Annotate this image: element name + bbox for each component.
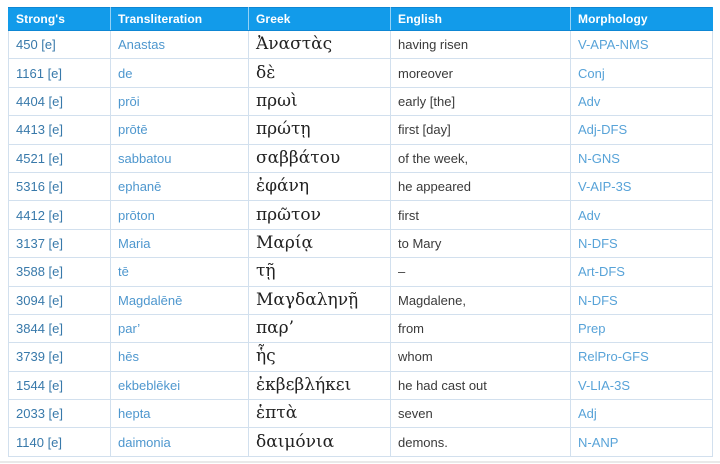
greek-cell [249, 116, 391, 144]
bottom-divider [0, 461, 720, 463]
translit-link[interactable]: tē [118, 264, 129, 280]
english-text: to Mary [398, 235, 442, 251]
translit-link[interactable]: Magdalēnē [118, 292, 183, 308]
morph-cell [571, 400, 713, 428]
translit-cell [111, 258, 249, 286]
strongs-link[interactable]: 4404 [e] [16, 93, 63, 109]
morph-link[interactable]: V-APA-NMS [578, 37, 649, 53]
morph-link[interactable]: N-ANP [578, 434, 619, 450]
translit-cell [111, 172, 249, 200]
morph-link[interactable]: N-DFS [578, 235, 618, 251]
interlinear-table [8, 7, 713, 457]
english-text: seven [398, 406, 433, 422]
morph-cell [571, 258, 713, 286]
morph-cell [571, 59, 713, 87]
strongs-link[interactable]: 4412 [e] [16, 207, 63, 223]
english-text: first [398, 207, 419, 223]
strongs-cell [9, 314, 111, 342]
strongs-link[interactable]: 3844 [e] [16, 321, 63, 337]
morph-link[interactable]: N-GNS [578, 150, 620, 166]
table-row [9, 286, 713, 314]
strongs-cell [9, 428, 111, 456]
morph-cell [571, 116, 713, 144]
greek-text: Μαρίᾳ [256, 232, 314, 253]
table-row [9, 172, 713, 200]
strongs-link[interactable]: 3588 [e] [16, 264, 63, 280]
strongs-link[interactable]: 1544 [e] [16, 377, 63, 393]
table-row [9, 343, 713, 371]
greek-text: ἧς [256, 346, 276, 367]
english-text: of the week, [398, 150, 469, 166]
english-cell [391, 229, 571, 257]
header-row [9, 8, 713, 31]
translit-link[interactable]: prōton [118, 207, 155, 223]
translit-link[interactable]: prōtē [118, 122, 148, 138]
translit-link[interactable]: sabbatou [118, 150, 172, 166]
greek-cell [249, 343, 391, 371]
english-cell [391, 371, 571, 399]
greek-text: παρ’ [256, 318, 295, 339]
english-text: moreover [398, 65, 453, 81]
english-text: demons. [398, 434, 448, 450]
english-text: having risen [398, 37, 469, 53]
strongs-link[interactable]: 3094 [e] [16, 292, 63, 308]
table-row [9, 229, 713, 257]
translit-cell [111, 116, 249, 144]
col-header-strongs: Strong's [9, 8, 111, 31]
greek-cell [249, 428, 391, 456]
greek-cell [249, 229, 391, 257]
strongs-cell [9, 59, 111, 87]
morph-cell [571, 201, 713, 229]
strongs-cell [9, 400, 111, 428]
translit-cell [111, 428, 249, 456]
morph-cell [571, 343, 713, 371]
table-body [9, 31, 713, 457]
translit-link[interactable]: daimonia [118, 434, 171, 450]
greek-text: ἐφάνη [256, 176, 310, 197]
greek-cell [249, 258, 391, 286]
greek-cell [249, 400, 391, 428]
greek-cell [249, 371, 391, 399]
strongs-link[interactable]: 450 [e] [16, 37, 56, 53]
morph-cell [571, 144, 713, 172]
greek-text: ἐκβεβλήκει [256, 374, 352, 395]
morph-link[interactable]: RelPro-GFS [578, 349, 649, 365]
greek-text: δαιμόνια [256, 431, 335, 452]
morph-cell [571, 87, 713, 115]
english-cell [391, 286, 571, 314]
table-row [9, 400, 713, 428]
morph-link[interactable]: Adv [578, 93, 601, 109]
strongs-cell [9, 144, 111, 172]
translit-link[interactable]: Anastas [118, 37, 165, 53]
greek-text: πρώτῃ [256, 119, 311, 140]
greek-cell [249, 144, 391, 172]
english-text: he appeared [398, 179, 472, 195]
strongs-cell [9, 31, 111, 59]
table-row [9, 116, 713, 144]
translit-link[interactable]: prōi [118, 93, 140, 109]
strongs-cell [9, 229, 111, 257]
english-text: early [the] [398, 93, 456, 109]
morph-link[interactable]: Art-DFS [578, 264, 625, 280]
strongs-link[interactable]: 1140 [e] [16, 434, 63, 450]
translit-cell [111, 371, 249, 399]
translit-cell [111, 400, 249, 428]
table-row [9, 371, 713, 399]
morph-link[interactable]: V-AIP-3S [578, 179, 632, 195]
morph-cell [571, 286, 713, 314]
translit-cell [111, 144, 249, 172]
greek-text: πρῶτον [256, 204, 322, 225]
strongs-link[interactable]: 4521 [e] [16, 150, 63, 166]
strongs-cell [9, 87, 111, 115]
translit-cell [111, 201, 249, 229]
greek-cell [249, 201, 391, 229]
english-text: first [day] [398, 122, 451, 138]
translit-link[interactable]: ephanē [118, 179, 162, 195]
english-cell [391, 314, 571, 342]
strongs-link[interactable]: 5316 [e] [16, 179, 63, 195]
translit-link[interactable]: par’ [118, 321, 141, 337]
table-row [9, 428, 713, 456]
morph-cell [571, 31, 713, 59]
english-cell [391, 172, 571, 200]
strongs-cell [9, 371, 111, 399]
translit-cell [111, 286, 249, 314]
translit-cell [111, 343, 249, 371]
greek-cell [249, 314, 391, 342]
translit-cell [111, 87, 249, 115]
morph-cell [571, 172, 713, 200]
table-row [9, 59, 713, 87]
morph-link[interactable]: Adj-DFS [578, 122, 628, 138]
strongs-cell [9, 343, 111, 371]
col-header-greek: Greek [249, 8, 391, 31]
greek-text: ἑπτὰ [256, 403, 298, 424]
translit-link[interactable]: de [118, 65, 133, 81]
translit-cell [111, 314, 249, 342]
table-row [9, 258, 713, 286]
english-text: whom [398, 349, 433, 365]
strongs-cell [9, 201, 111, 229]
greek-text: Μαγδαληνῇ [256, 289, 359, 310]
morph-link[interactable]: Prep [578, 321, 606, 337]
english-text: Magdalene, [398, 292, 466, 308]
greek-text: τῇ [256, 261, 276, 282]
greek-text: δὲ [256, 62, 276, 83]
english-cell [391, 87, 571, 115]
translit-cell [111, 229, 249, 257]
greek-cell [249, 31, 391, 59]
morph-cell [571, 229, 713, 257]
table-row [9, 201, 713, 229]
english-cell [391, 31, 571, 59]
strongs-link[interactable]: 3137 [e] [16, 235, 63, 251]
english-cell [391, 428, 571, 456]
greek-cell [249, 87, 391, 115]
english-cell [391, 59, 571, 87]
strongs-link[interactable]: 1161 [e] [16, 65, 63, 81]
english-cell [391, 343, 571, 371]
col-header-english: English [391, 8, 571, 31]
translit-link[interactable]: ekbeblēkei [118, 377, 181, 393]
strongs-link[interactable]: 3739 [e] [16, 349, 63, 365]
english-cell [391, 201, 571, 229]
morph-link[interactable]: Adj [578, 406, 597, 422]
morph-link[interactable]: Conj [578, 65, 605, 81]
greek-text: πρωὶ [256, 90, 298, 111]
strongs-link[interactable]: 4413 [e] [16, 122, 63, 138]
translit-link[interactable]: Maria [118, 235, 151, 251]
translit-cell [111, 59, 249, 87]
english-cell [391, 400, 571, 428]
table-row [9, 144, 713, 172]
table-row [9, 31, 713, 59]
english-cell [391, 116, 571, 144]
english-text: from [398, 321, 424, 337]
strongs-cell [9, 172, 111, 200]
translit-link[interactable]: hepta [118, 406, 151, 422]
strongs-link[interactable]: 2033 [e] [16, 406, 63, 422]
morph-cell [571, 314, 713, 342]
table-row [9, 87, 713, 115]
col-header-morphology: Morphology [571, 8, 713, 31]
english-text: he had cast out [398, 377, 487, 393]
strongs-cell [9, 116, 111, 144]
morph-link[interactable]: V-LIA-3S [578, 377, 631, 393]
strongs-cell [9, 258, 111, 286]
strongs-cell [9, 286, 111, 314]
english-text: – [398, 264, 406, 280]
greek-text: σαββάτου [256, 147, 341, 168]
greek-cell [249, 286, 391, 314]
english-cell [391, 144, 571, 172]
morph-cell [571, 428, 713, 456]
greek-text: Ἀναστὰς [256, 34, 333, 55]
greek-cell [249, 172, 391, 200]
translit-link[interactable]: hēs [118, 349, 139, 365]
table-row [9, 314, 713, 342]
morph-link[interactable]: N-DFS [578, 292, 618, 308]
col-header-transliteration: Transliteration [111, 8, 249, 31]
greek-cell [249, 59, 391, 87]
english-cell [391, 258, 571, 286]
morph-link[interactable]: Adv [578, 207, 601, 223]
translit-cell [111, 31, 249, 59]
morph-cell [571, 371, 713, 399]
